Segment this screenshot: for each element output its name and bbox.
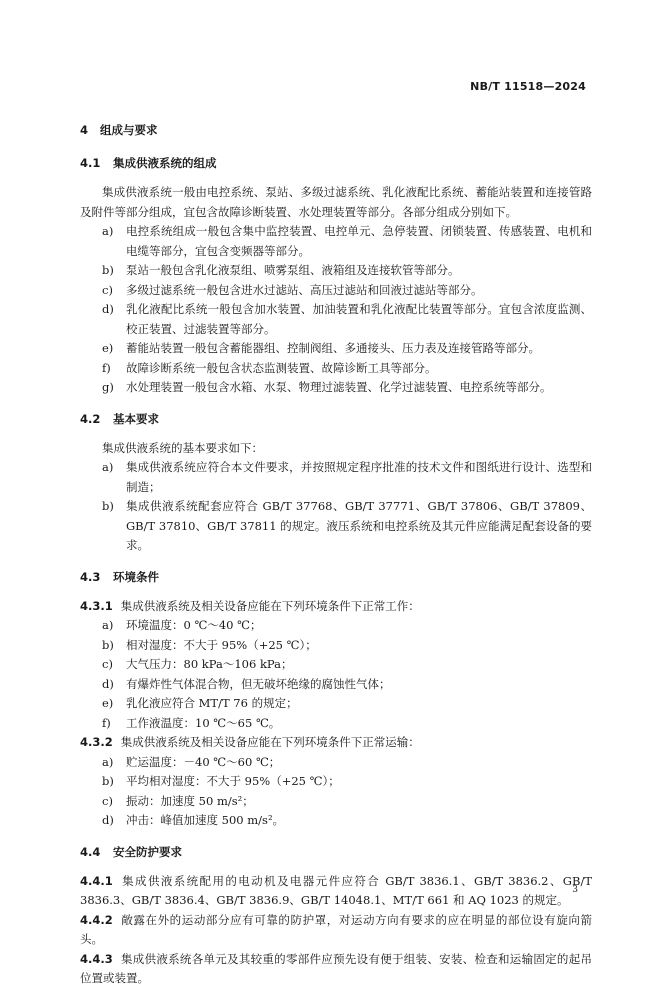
- section-4-4-heading: [80, 843, 592, 862]
- section-4-1-heading: [80, 154, 592, 173]
- list-marker: d): [102, 813, 114, 827]
- list-item: [80, 675, 592, 695]
- list-text: 振动：加速度 50 m/s²；: [126, 793, 254, 808]
- clause-number: 4.3.1: [80, 598, 113, 613]
- list-marker: a): [102, 754, 114, 769]
- clause-text: 敞露在外的运动部分应有可靠的防护罩，对运动方向有要求的应在明显的部位设有旋向箭头。: [80, 912, 592, 946]
- list-item: [80, 261, 592, 281]
- list-item: [80, 497, 592, 556]
- list-marker: d): [102, 676, 114, 691]
- page-content: [80, 121, 592, 989]
- list-item: [80, 222, 592, 261]
- list-item: [80, 300, 592, 339]
- section-4-2-intro: 集成供液系统的基本要求如下：: [102, 440, 263, 455]
- section-number: 4.2: [80, 411, 101, 426]
- clause-number: 4.4.2: [80, 912, 113, 927]
- list-item: [80, 694, 592, 714]
- list-marker: e): [102, 341, 114, 355]
- list-text: 集成供液系统配套应符合 GB/T 37768、GB/T 37771、GB/T 37806、GB/T 37809、GB/T 37810、GB/T 37811 的规定。液压系统和电控系统及其元件应能满足配套设备的要求。: [126, 499, 592, 552]
- section-4-1-intro: 集成供液系统一般由电控系统、泵站、多级过滤系统、乳化液配比系统、蓄能站装置和连接管路及附件等部分组成，宜包含故障诊断装置、水处理装置等部分。各部分组成分别如下。: [80, 185, 592, 219]
- list-text: 环境温度：0 ℃～40 ℃；: [126, 618, 262, 632]
- list-item: [80, 359, 592, 379]
- list-text: 平均相对湿度：不大于 95%（+25 ℃）；: [126, 774, 340, 788]
- list-item: [80, 811, 592, 831]
- list-item: [80, 458, 592, 497]
- list-item: [80, 655, 592, 675]
- list-item: [80, 792, 592, 812]
- list-text: 贮运温度：－40 ℃～60 ℃；: [126, 754, 281, 769]
- clause-4-4-1: [80, 872, 592, 911]
- section-4-2-heading: [80, 410, 592, 429]
- clause-text: 集成供液系统配用的电动机及电器元件应符合 GB/T 3836.1、GB/T 3836.2、GB/T 3836.3、GB/T 3836.4、GB/T 3836.9、GB/T 14048.1、MT/T 661 和 AQ 1023 的规定。: [80, 873, 592, 907]
- list-marker: f): [102, 715, 111, 730]
- list-text: 多级过滤系统一般包含进水过滤站、高压过滤站和回液过滤站等部分。: [126, 282, 483, 297]
- section-number: 4.1: [80, 156, 101, 170]
- list-marker: f): [102, 360, 111, 375]
- list-marker: a): [102, 224, 114, 238]
- clause-4-3-1-list: [80, 616, 592, 733]
- clause-4-3-1: [80, 597, 592, 617]
- list-text: 集成供液系统应符合本文件要求，并按照规定程序批准的技术文件和图纸进行设计、选型和制造；: [126, 460, 592, 494]
- section-title: 安全防护要求: [113, 844, 183, 859]
- clause-4-3-2: [80, 733, 592, 753]
- list-marker: e): [102, 696, 114, 710]
- section-title: 基本要求: [113, 411, 160, 426]
- section-title: 环境条件: [113, 569, 160, 584]
- list-text: 水处理装置一般包含水箱、水泵、物理过滤装置、化学过滤装置、电控系统等部分。: [126, 380, 552, 394]
- list-text: 故障诊断系统一般包含状态监测装置、故障诊断工具等部分。: [126, 360, 437, 375]
- standard-number: NB/T 11518—2024: [470, 80, 586, 93]
- section-number: 4.4: [80, 844, 101, 859]
- section-4-3-heading: [80, 568, 592, 587]
- list-text: 乳化液应符合 MT/T 76 的规定；: [126, 696, 298, 710]
- clause-4-4-2: [80, 911, 592, 950]
- section-title: 组成与要求: [100, 123, 158, 137]
- list-item: [80, 636, 592, 656]
- list-item: [80, 339, 592, 359]
- list-marker: c): [102, 657, 113, 671]
- clause-4-4-3: [80, 950, 592, 989]
- list-text: 电控系统组成一般包含集中监控装置、电控单元、急停装置、闭锁装置、传感装置、电机和电缆等部分，宜包含变频器等部分。: [126, 224, 592, 258]
- clause-number: 4.4.3: [80, 951, 113, 966]
- list-text: 工作液温度：10 ℃～65 ℃。: [126, 715, 281, 730]
- page-number: 3: [572, 885, 578, 895]
- list-text: 冲击：峰值加速度 500 m/s²。: [126, 813, 285, 827]
- list-item: [80, 772, 592, 792]
- list-item: [80, 714, 592, 734]
- list-text: 大气压力：80 kPa～106 kPa；: [126, 657, 293, 671]
- list-marker: b): [102, 263, 114, 277]
- list-marker: c): [102, 793, 113, 808]
- list-marker: g): [102, 380, 114, 394]
- clause-number: 4.4.1: [80, 873, 113, 888]
- list-marker: b): [102, 499, 114, 513]
- clause-text: 集成供液系统及相关设备应能在下列环境条件下正常工作：: [120, 598, 420, 613]
- list-text: 蓄能站装置一般包含蓄能器组、控制阀组、多通接头、压力表及连接管路等部分。: [126, 341, 540, 355]
- section-title: 集成供液系统的组成: [113, 156, 217, 170]
- list-text: 乳化液配比系统一般包含加水装置、加油装置和乳化液配比装置等部分。宜包含浓度监测、校正装置、过滤装置等部分。: [126, 302, 592, 336]
- list-item: [80, 616, 592, 636]
- list-marker: c): [102, 282, 113, 297]
- section-number: 4.3: [80, 569, 101, 584]
- section-4-2-list: [80, 458, 592, 556]
- section-4-heading: [80, 121, 592, 140]
- section-4-1-list: [80, 222, 592, 398]
- list-item: [80, 753, 592, 773]
- list-item: [80, 378, 592, 398]
- list-text: 相对湿度：不大于 95%（+25 ℃）；: [126, 637, 317, 652]
- clause-4-3-2-list: [80, 753, 592, 831]
- list-item: [80, 281, 592, 301]
- clause-number: 4.3.2: [80, 735, 113, 749]
- section-number: 4: [80, 123, 89, 137]
- clause-text: 集成供液系统各单元及其较重的零部件应预先设有便于组装、安装、检查和运输固定的起吊位置或装置。: [80, 951, 592, 985]
- clause-text: 集成供液系统及相关设备应能在下列环境条件下正常运输：: [120, 735, 420, 749]
- list-marker: d): [102, 302, 114, 316]
- list-marker: a): [102, 460, 114, 474]
- list-text: 泵站一般包含乳化液泵组、喷雾泵组、液箱组及连接软管等部分。: [126, 263, 460, 277]
- list-text: 有爆炸性气体混合物，但无破坏绝缘的腐蚀性气体；: [126, 676, 391, 691]
- list-marker: a): [102, 618, 114, 632]
- list-marker: b): [102, 637, 114, 652]
- list-marker: b): [102, 774, 114, 788]
